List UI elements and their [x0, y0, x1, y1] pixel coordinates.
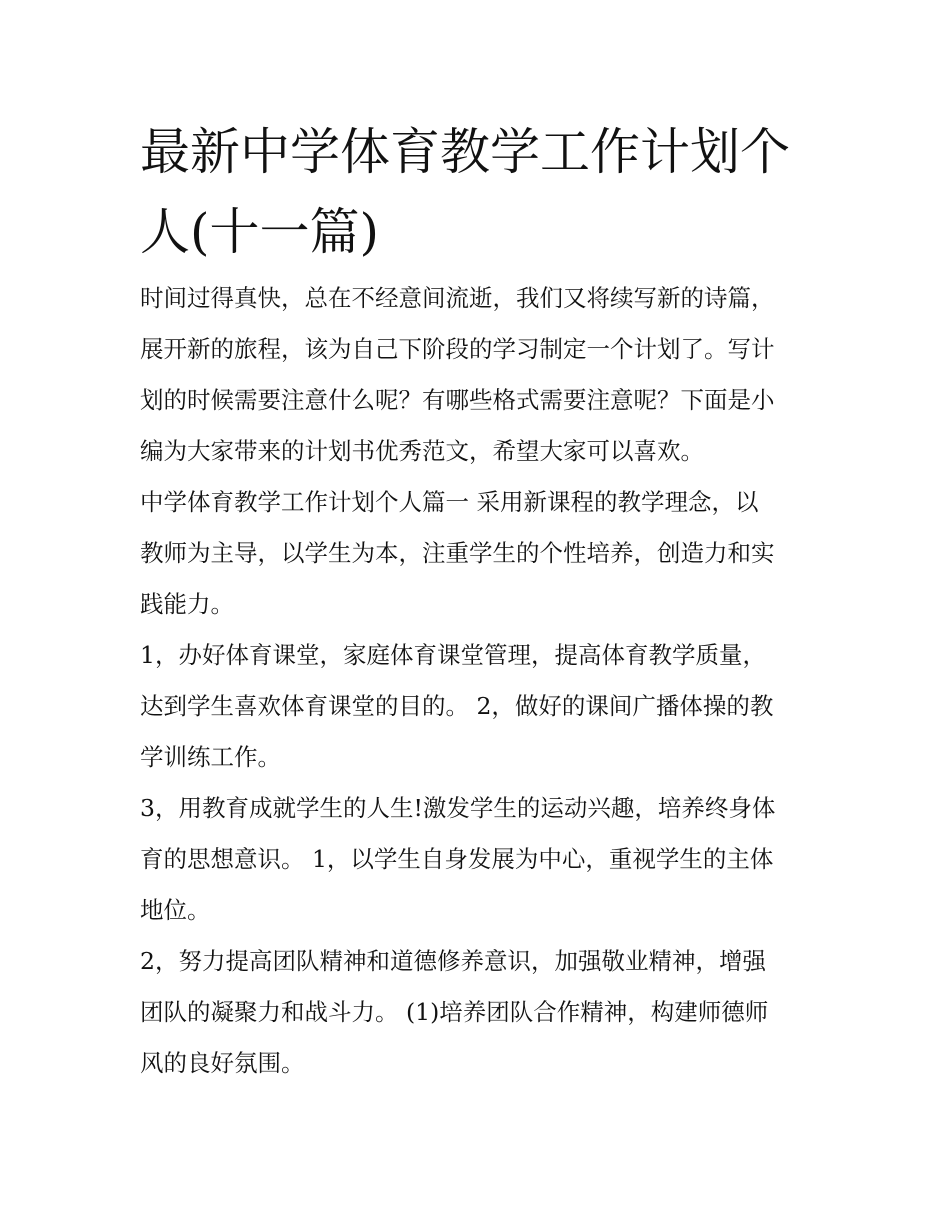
text-line: 团队的凝聚力和战斗力。 (1)培养团队合作精神，构建师德师	[140, 998, 769, 1026]
text-line: 时间过得真快，总在不经意间流逝，我们又将续写新的诗篇，	[140, 284, 775, 312]
item-paragraph	[140, 783, 775, 936]
text-line: 风的良好氛围。	[140, 1049, 305, 1077]
text-line: 划的时候需要注意什么呢？有哪些格式需要注意呢？下面是小	[140, 386, 775, 414]
text-line: 2，努力提高团队精神和道德修养意识，加强敬业精神，增强	[140, 947, 766, 975]
text-line: 3，用教育成就学生的人生!激发学生的运动兴趣，培养终身体	[140, 794, 776, 822]
section-one-paragraph	[140, 477, 775, 630]
text-line: 地位。	[140, 896, 211, 924]
page-title	[140, 112, 820, 272]
text-line: 践能力。	[140, 590, 234, 618]
text-line: 达到学生喜欢体育课堂的目的。 2，做好的课间广播体操的教	[140, 692, 774, 720]
intro-paragraph	[140, 273, 775, 477]
text-line: 中学体育教学工作计划个人篇一 采用新课程的教学理念，以	[140, 488, 759, 516]
text-line: 1，办好体育课堂，家庭体育课堂管理，提高体育教学质量，	[140, 641, 766, 669]
title-line: 人(十一篇)	[140, 203, 380, 261]
text-line: 育的思想意识。 1，以学生自身发展为中心，重视学生的主体	[140, 845, 774, 873]
title-line: 最新中学体育教学工作计划个	[140, 123, 790, 181]
text-line: 学训练工作。	[140, 743, 281, 771]
text-line: 编为大家带来的计划书优秀范文，希望大家可以喜欢。	[140, 437, 704, 465]
item-paragraph	[140, 936, 768, 1089]
text-line: 教师为主导，以学生为本，注重学生的个性培养，创造力和实	[140, 539, 775, 567]
item-paragraph	[140, 630, 773, 783]
text-line: 展开新的旅程，该为自己下阶段的学习制定一个计划了。写计	[140, 335, 775, 363]
